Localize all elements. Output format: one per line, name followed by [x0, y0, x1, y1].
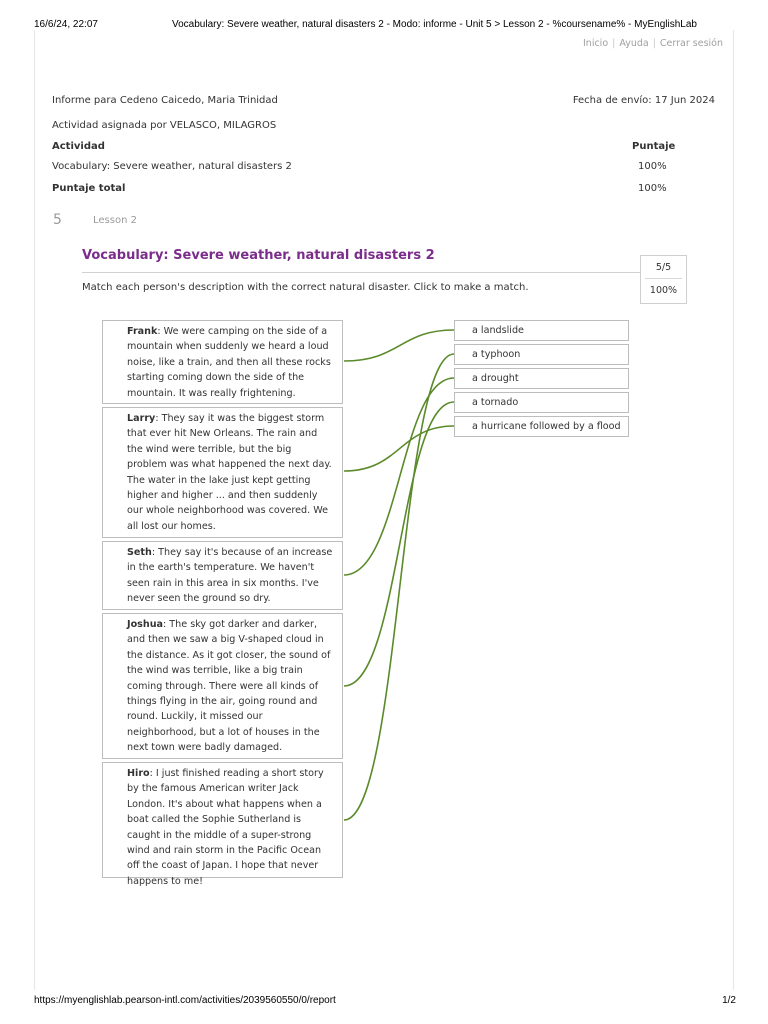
- activity-name: Vocabulary: Severe weather, natural disasters 2: [52, 161, 292, 172]
- activity-instructions: Match each person's description with the correct natural disaster. Click to make a match.: [82, 282, 529, 293]
- match-line-frank-landslide: [344, 330, 454, 361]
- total-score-label: Puntaje total: [52, 183, 126, 194]
- assigned-by: Actividad asignada por VELASCO, MILAGROS: [52, 120, 277, 131]
- logout-link[interactable]: Cerrar sesión: [659, 38, 723, 49]
- score-column-header: Puntaje: [632, 141, 676, 152]
- score-percent: 100%: [649, 285, 678, 296]
- separator: |: [612, 38, 616, 49]
- separator: |: [652, 38, 656, 49]
- option-hurricane-flood[interactable]: a hurricane followed by a flood: [454, 416, 629, 437]
- person-name: Frank: [127, 326, 158, 337]
- activity-title: Vocabulary: Severe weather, natural disasters 2: [82, 248, 435, 263]
- match-line-larry-hurricane: [344, 426, 454, 471]
- print-footer-page: 1/2: [722, 995, 736, 1006]
- option-drought[interactable]: a drought: [454, 368, 629, 389]
- lesson-label: Lesson 2: [93, 215, 137, 226]
- total-score-value: 100%: [638, 183, 667, 194]
- report-for: Informe para Cedeno Caicedo, Maria Trinidad: [52, 95, 278, 106]
- description-text: : We were camping on the side of a mountain when suddenly we heard a loud noise, like a train, and then all these rocks starting coming down the side of the mountain. It was really frightening.: [127, 326, 331, 399]
- description-text: : I just finished reading a short story by the famous American writer Jack London. It's about what happens when a boat called the Sophie Sutherland is caught in the middle of a super-strong wind and rain storm in the Pacific Ocean off the coast of Japan. I hope that never happens to me!: [127, 768, 324, 887]
- sent-date: Fecha de envío: 17 Jun 2024: [572, 95, 715, 106]
- match-line-joshua-tornado: [344, 402, 454, 686]
- option-tornado[interactable]: a tornado: [454, 392, 629, 413]
- match-line-hiro-typhoon: [344, 354, 454, 820]
- help-link[interactable]: Ayuda: [619, 38, 649, 49]
- person-name: Hiro: [127, 768, 150, 779]
- person-name: Larry: [127, 413, 156, 424]
- person-name: Seth: [127, 547, 152, 558]
- print-footer-url: https://myenglishlab.pearson-intl.com/activities/2039560550/0/report: [34, 995, 336, 1006]
- activity-column-header: Actividad: [52, 141, 105, 152]
- score-fraction: 5/5: [655, 262, 672, 273]
- activity-score: 100%: [638, 161, 667, 172]
- option-typhoon[interactable]: a typhoon: [454, 344, 629, 365]
- description-text: : They say it was the biggest storm that ever hit New Orleans. The rain and the wind were terrible, but the big problem was what happened the next day. The water in the lake just kept getting higher and higher ... and then suddenly our whole neighborhood was covered. We all lost our homes.: [127, 413, 332, 532]
- description-text: : They say it's because of an increase in the earth's temperature. We haven't seen rain in this area in six months. I've never seen the ground so dry.: [127, 547, 333, 605]
- unit-number: 5: [53, 212, 62, 228]
- option-landslide[interactable]: a landslide: [454, 320, 629, 341]
- description-text: : The sky got darker and darker, and then we saw a big V-shaped cloud in the distance. As it got closer, the sound of the wind was terrible, like a big train coming through. There were all kinds of things flying in the air, going round and round. Luckily, it missed our neighborhood, but a lot of houses in the next town were badly damaged.: [127, 619, 331, 754]
- print-page-title: Vocabulary: Severe weather, natural disasters 2 - Modo: informe - Unit 5 > Lesson 2 - %coursename% - MyEnglishLab: [172, 19, 697, 30]
- print-datetime: 16/6/24, 22:07: [34, 19, 98, 30]
- person-name: Joshua: [127, 619, 164, 630]
- home-link[interactable]: Inicio: [583, 38, 609, 49]
